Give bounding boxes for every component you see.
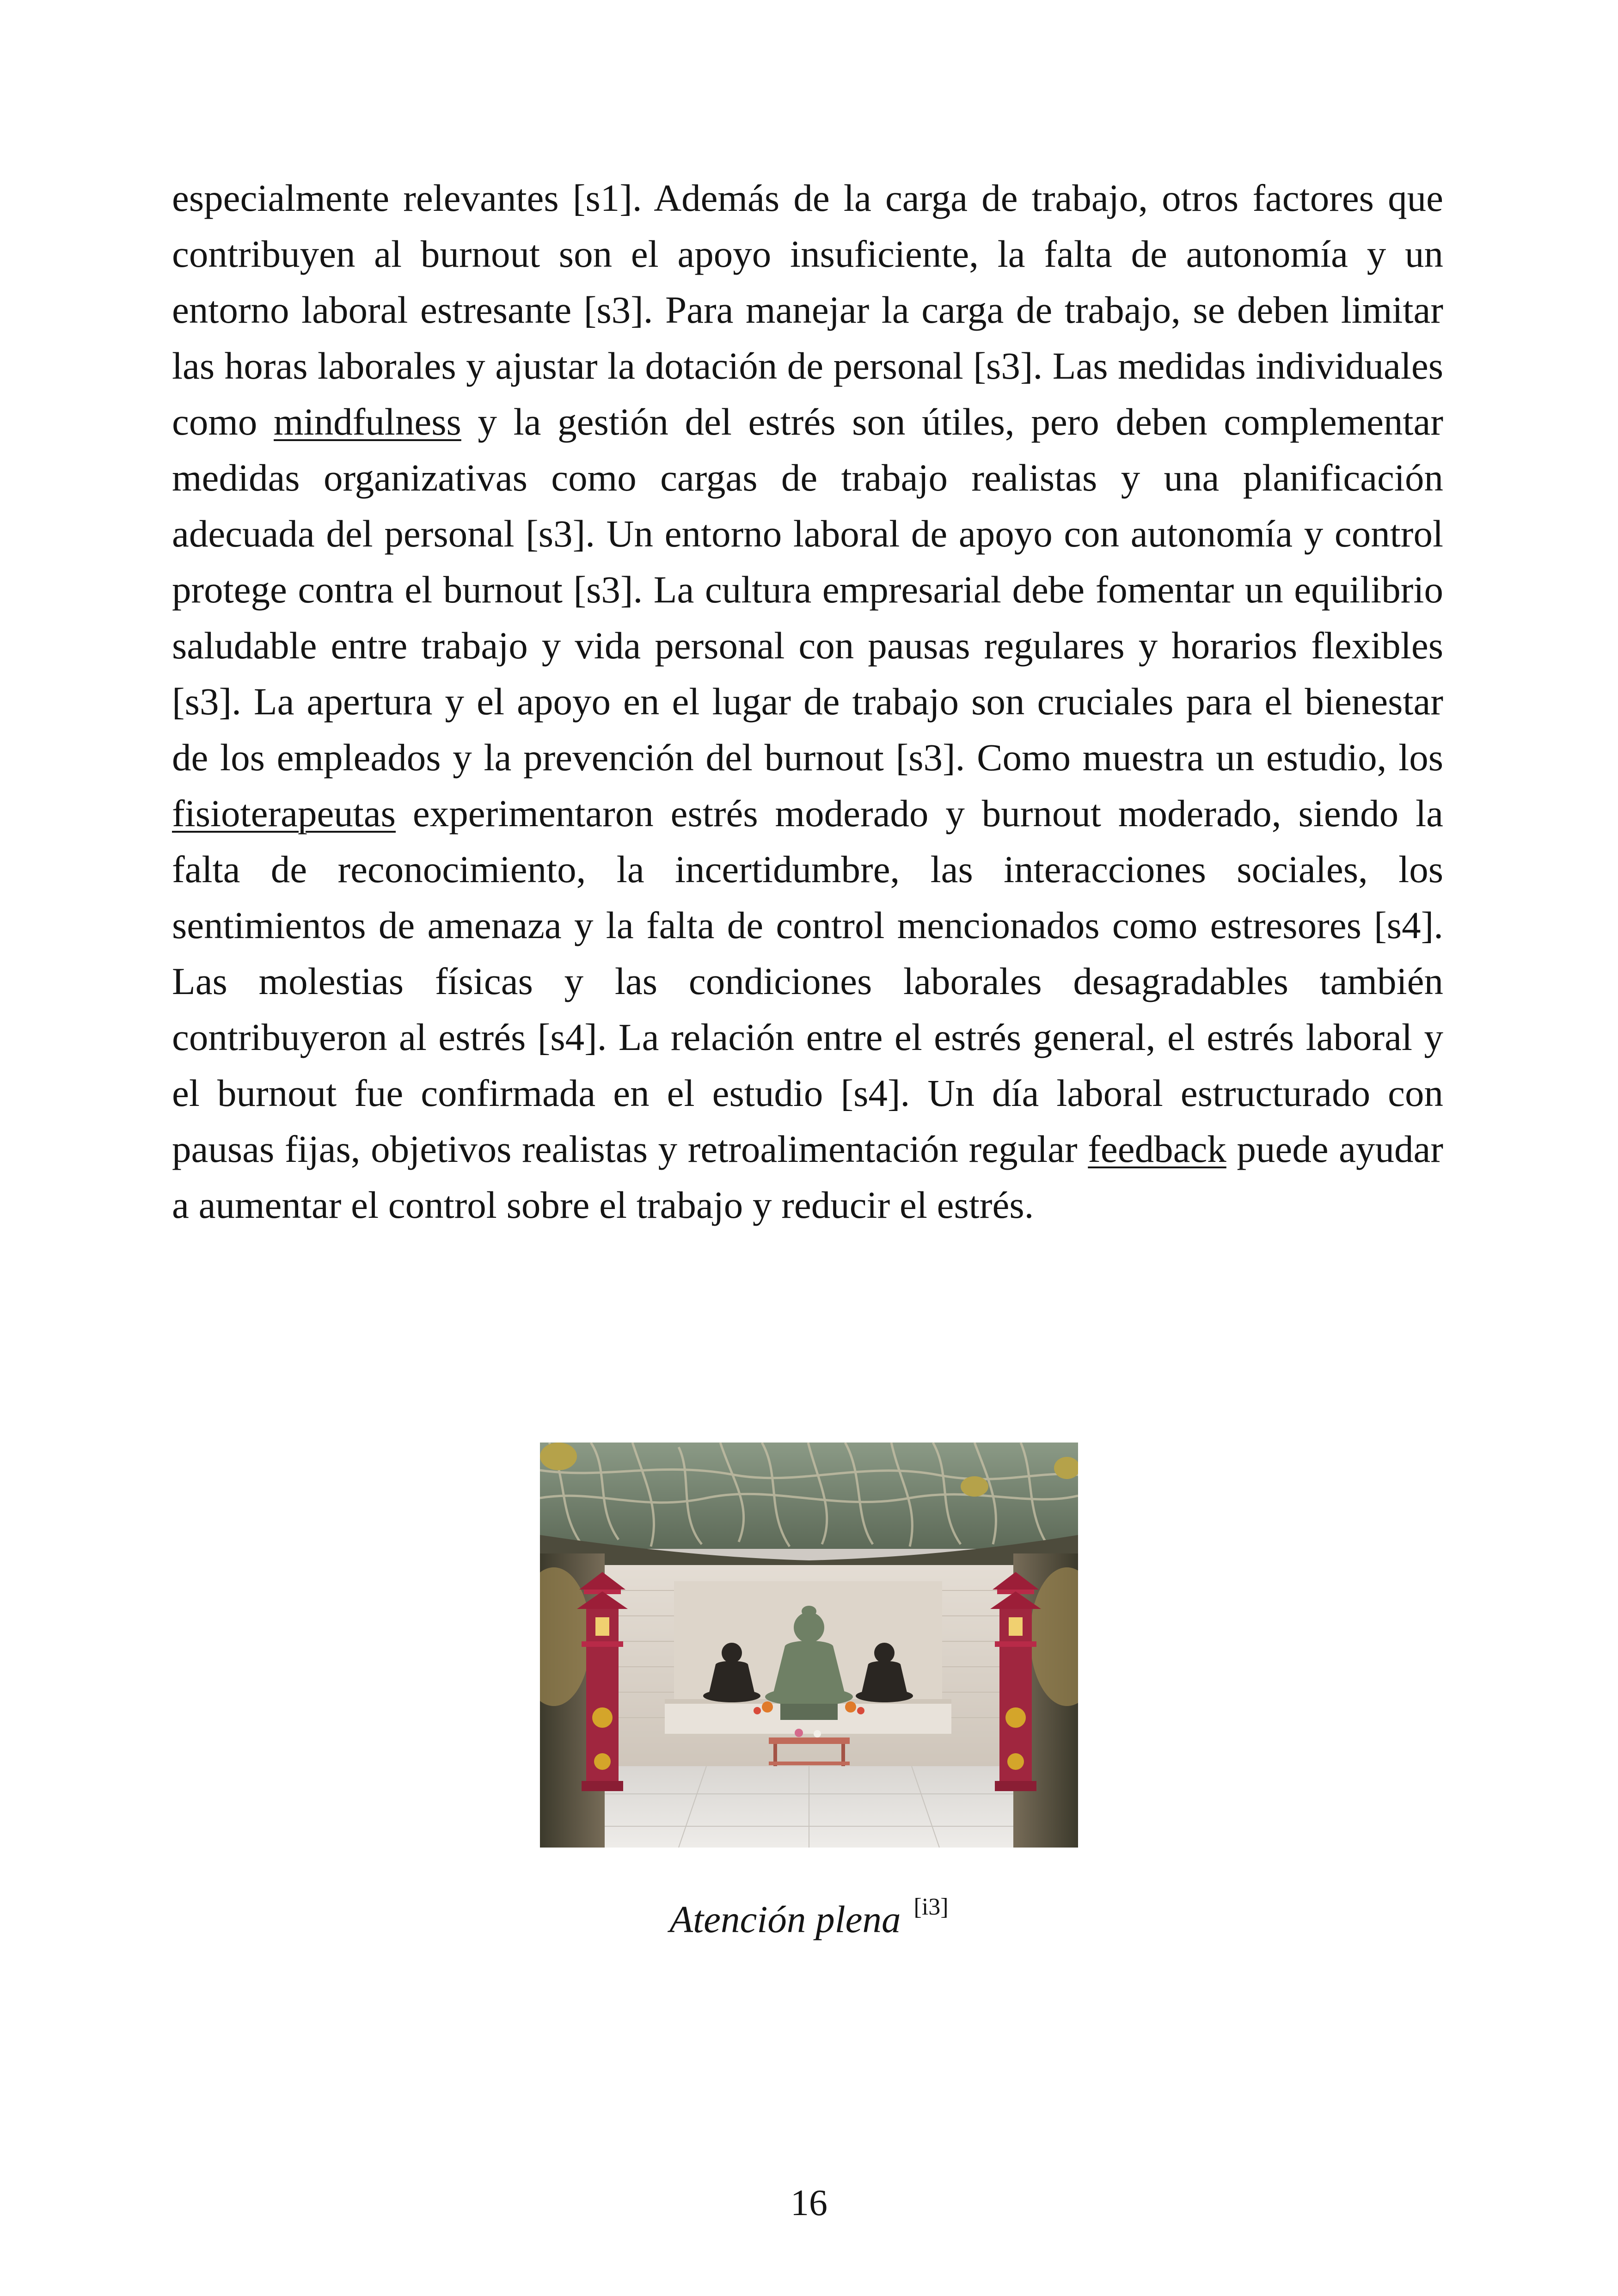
- caption-text: Atención plena: [669, 1898, 901, 1940]
- body-paragraph: [172, 170, 1443, 1233]
- link-feedback[interactable]: feedback: [1088, 1128, 1226, 1170]
- body-text-part-3: experimentaron estrés moderado y burnout moderado, siendo la falta de reconocimiento, la incertidumbre, las interacciones sociales, los sentimientos de amenaza y la falta de control mencionados como estresores [s4]. Las molestias físicas y las condiciones laborales desagradables también contribuyeron al estrés [s4]. La relación entre el estrés general, el estrés laboral y el burnout fue confirmada en el estudio [s4]. Un día laboral estructurado con pausas fijas, objetivos realistas y retroalimentación regular: [172, 792, 1443, 1170]
- body-text-part-4: puede ayudar a aumentar el control sobre el trabajo y reducir el estrés.: [172, 1128, 1444, 1226]
- link-mindfulness[interactable]: mindfulness: [274, 400, 461, 443]
- figure-caption: [0, 1893, 1618, 1941]
- shrine-photo: [540, 1443, 1078, 1848]
- image-reference: [i3]: [913, 1894, 949, 1920]
- body-text-part-1: especialmente relevantes [s1]. Además de la carga de trabajo, otros factores que contribuyen al burnout son el apoyo insuficiente, la falta de autonomía y un entorno laboral estresante [s3]. Para manejar la carga de trabajo, se deben limitar las horas laborales y ajustar la dotación de personal [s3]. Las medidas individuales como: [172, 177, 1443, 443]
- page-number: 16: [791, 2183, 827, 2223]
- body-text-part-2: y la gestión del estrés son útiles, pero deben complementar medidas organizativas como cargas de trabajo realistas y una planificación adecuada del personal [s3]. Un entorno laboral de apoyo con autonomía y control protege contra el burnout [s3]. La cultura empresarial debe fomentar un equilibrio saludable entre trabajo y vida personal con pausas regulares y horarios flexibles [s3]. La apertura y el apoyo en el lugar de trabajo son cruciales para el bienestar de los empleados y la prevención del burnout [s3]. Como muestra un estudio, los: [172, 400, 1443, 779]
- shrine-illustration: [540, 1443, 1078, 1848]
- link-fisioterapeutas[interactable]: fisioterapeutas: [172, 792, 396, 835]
